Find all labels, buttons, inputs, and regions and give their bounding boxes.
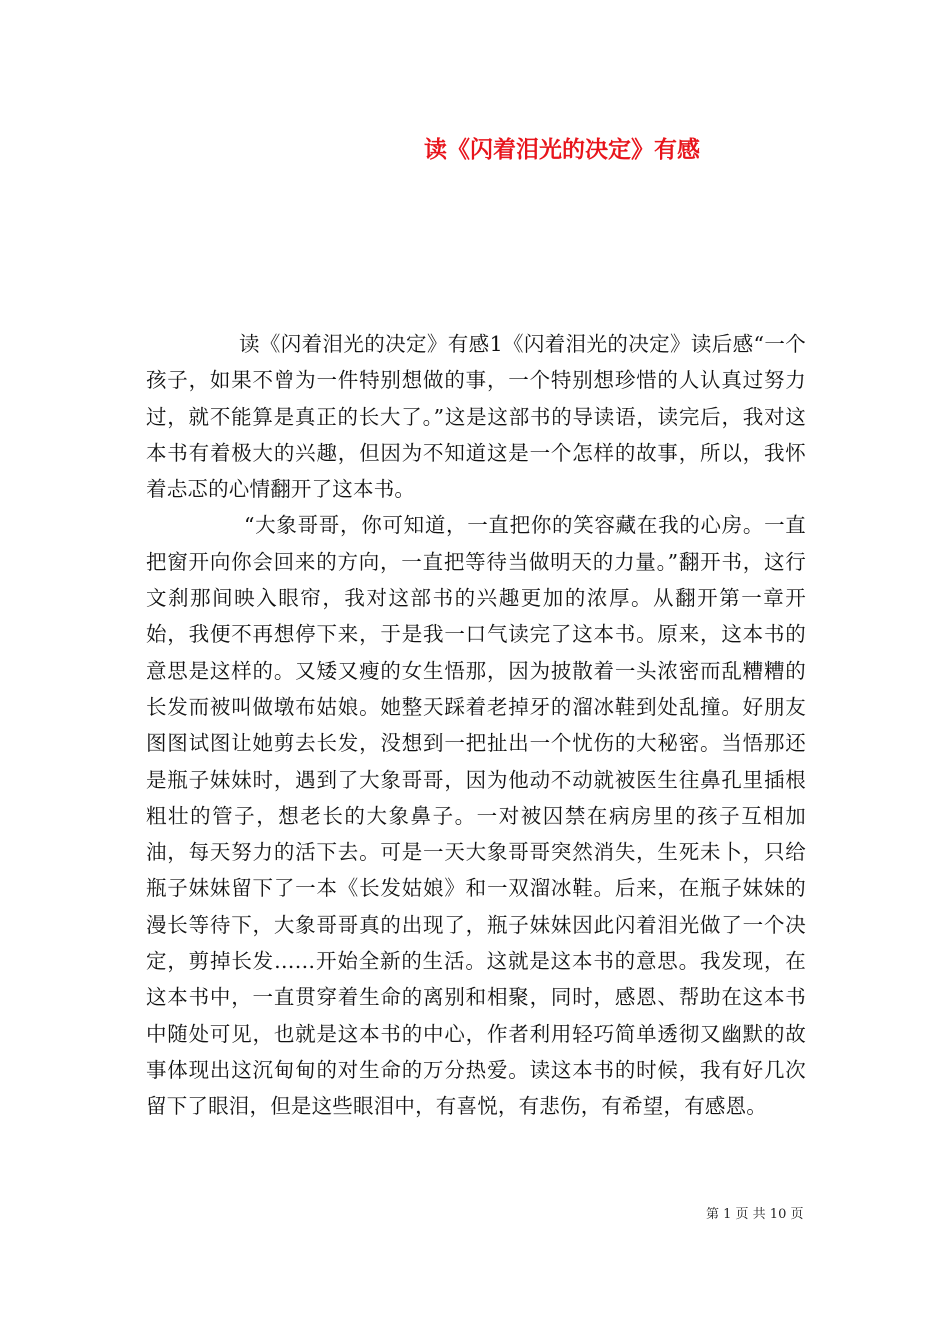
document-body [146, 326, 806, 1125]
paragraph-1: 读《闪着泪光的决定》有感1《闪着泪光的决定》读后感“一个孩子，如果不曾为一件特别想做的事，一个特别想珍惜的人认真过努力过，就不能算是真正的长大了。”这是这部书的导读语，读完后，我对这本书有着极大的兴趣，但因为不知道这是一个怎样的故事，所以，我怀着忐忑的心情翻开了这本书。 [146, 332, 806, 502]
page-footer: 第 1 页 共 10 页 [706, 1207, 804, 1222]
paragraph-2: “大象哥哥，你可知道，一直把你的笑容藏在我的心房。一直把窗开向你会回来的方向，一直把等待当做明天的力量。”翻开书，这行文刹那间映入眼帘，我对这部书的兴趣更加的浓厚。从翻开第一章开始，我便不再想停下来，于是我一口气读完了这本书。原来，这本书的意思是这样的。又矮又瘦的女生悟那，因为披散着一头浓密而乱糟糟的长发而被叫做墩布姑娘。她整天踩着老掉牙的溜冰鞋到处乱撞。好朋友图图试图让她剪去长发，没想到一把扯出一个忧伤的大秘密。当悟那还是瓶子妹妹时，遇到了大象哥哥，因为他动不动就被医生往鼻孔里插根粗壮的管子，想老长的大象鼻子。一对被囚禁在病房里的孩子互相加油，每天努力的活下去。可是一天大象哥哥突然消失，生死未卜，只给瓶子妹妹留下了一本《长发姑娘》和一双溜冰鞋。后来，在瓶子妹妹的漫长等待下，大象哥哥真的出现了，瓶子妹妹因此闪着泪光做了一个决定，剪掉长发……开始全新的生活。这就是这本书的意思。我发现，在这本书中，一直贯穿着生命的离别和相聚，同时，感恩、帮助在这本书中随处可见，也就是这本书的中心，作者利用轻巧简单透彻又幽默的故事体现出这沉甸甸的对生命的万分热爱。读这本书的时候，我有好几次留下了眼泪，但是这些眼泪中，有喜悦，有悲伤，有希望，有感恩。 [146, 513, 806, 1119]
document-title: 读《闪着泪光的决定》有感 [424, 137, 700, 163]
